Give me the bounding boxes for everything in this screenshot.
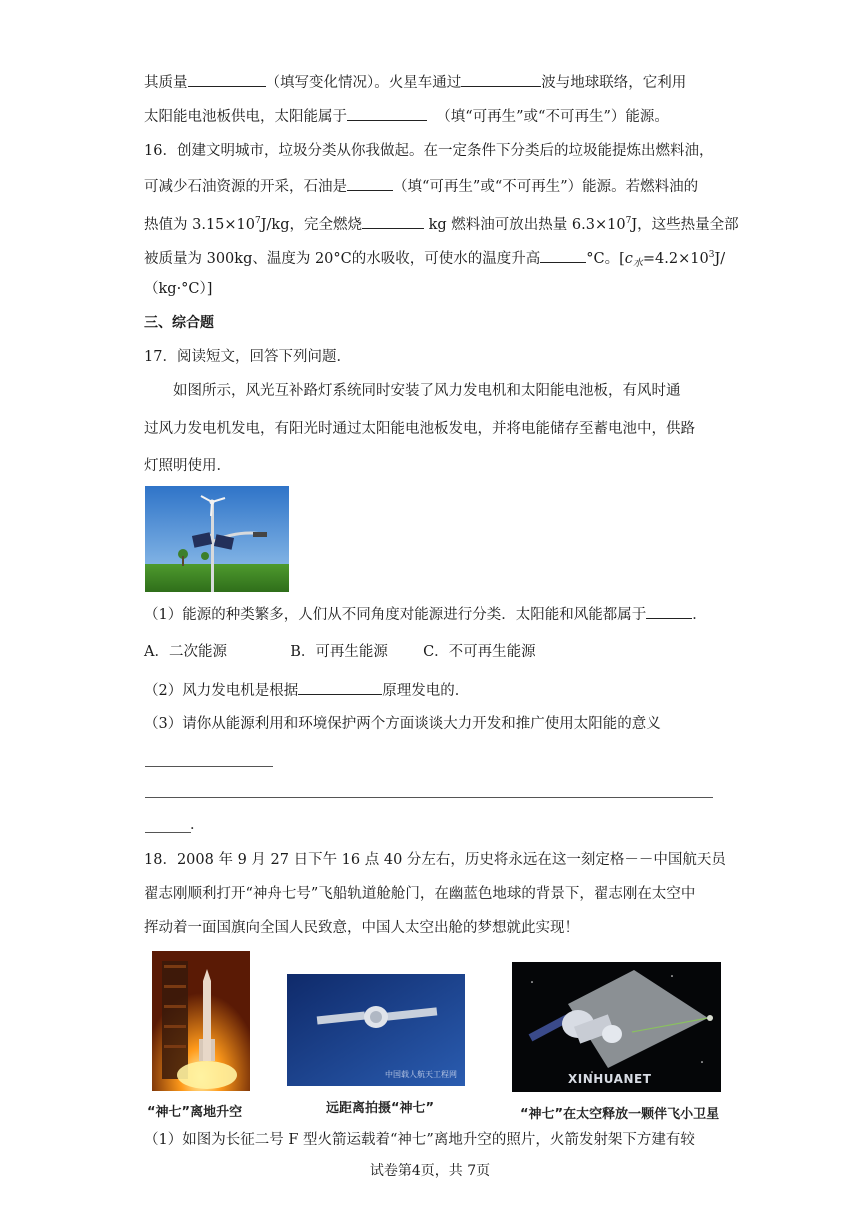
photo-watermark: 中国载人航天工程网	[385, 1070, 457, 1079]
q15-line2	[144, 106, 669, 127]
q15-line1	[144, 72, 686, 93]
q16-line4	[144, 245, 725, 274]
q15-text: （填“可再生”或“不可再生”）能源。	[436, 109, 669, 125]
exponent: 3	[708, 250, 715, 260]
q16-text: 被质量为 300kg、温度为 20°C的水吸收，可使水的温度升高	[144, 251, 541, 267]
q18-sub1	[144, 1130, 695, 1150]
answer-blank	[646, 604, 692, 619]
q18-text: 挥动着一面国旗向全国人民致意，中国人太空出舱的梦想就此实现！	[144, 920, 579, 936]
wind-solar-streetlight-photo	[145, 486, 289, 592]
answer-blank	[362, 214, 424, 229]
q16-line3	[144, 211, 739, 235]
option-a: A．二次能源	[144, 644, 227, 660]
q17-text: （3）请你从能源利用和环境保护两个方面谈谈大力开发和推广使用太阳能的意义	[144, 716, 661, 732]
answer-line	[145, 797, 713, 798]
q17-text: 17．阅读短文，回答下列问题．	[144, 349, 351, 365]
photo-caption: 远距离拍摄“神七”	[326, 1101, 435, 1116]
answer-line	[145, 766, 273, 767]
q17-text: 过风力发电机发电，有阳光时通过太阳能电池板发电，并将电能储存至蓄电池中，供路	[144, 421, 695, 437]
photo-watermark: XINHUANET	[568, 1072, 652, 1086]
q16-text: 可减少石油资源的开采，石油是	[144, 179, 347, 195]
symbol-c: c	[624, 251, 633, 267]
subscript: 水	[632, 258, 643, 269]
q16-text: °C。[	[586, 251, 625, 267]
answer-blank	[347, 106, 427, 121]
answer-line	[145, 832, 191, 833]
q16-text: （kg·°C）]	[144, 281, 213, 297]
q17-text: （2）风力发电机是根据	[144, 683, 299, 699]
q17-text: ．	[190, 817, 205, 833]
q17-sub3-end	[190, 815, 205, 835]
q15-text: 太阳能电池板供电，太阳能属于	[144, 109, 347, 125]
q16-text: 热值为 3.15×10	[144, 217, 255, 233]
q18-line2	[144, 884, 695, 904]
q18-text: 翟志刚顺利打开“神舟七号”飞船轨道舱舱门，在幽蓝色地球的背景下，翟志刚在太空中	[144, 886, 696, 902]
q16-text: kg 燃料油可放出热量 6.3×10	[428, 217, 626, 233]
rocket-launch-photo	[152, 951, 250, 1091]
q18-text: 18．2008 年 9 月 27 日下午 16 点 40 分左右，历史将永远在这一刻定格－－中国航天员	[144, 852, 726, 868]
q16-line5	[144, 279, 212, 299]
q15-text: （填写变化情况）。火星车通过	[265, 75, 462, 91]
q16-line1	[144, 141, 713, 161]
section-title	[144, 313, 214, 333]
q17-sub3	[144, 714, 661, 734]
q17-para-line2	[144, 419, 695, 439]
q17-text: 灯照明使用．	[144, 458, 231, 474]
exponent: 7	[625, 216, 632, 226]
q18-text: （1）如图为长征二号 F 型火箭运载着“神七”离地升空的照片，火箭发射架下方建有较	[144, 1132, 695, 1148]
q16-line2	[144, 176, 698, 197]
q18-line3	[144, 918, 579, 938]
q16-text: （填“可再生”或“不可再生”）能源。若燃料油的	[393, 179, 699, 195]
answer-blank	[347, 176, 393, 191]
answer-blank	[298, 680, 382, 695]
q17-sub1	[144, 604, 707, 625]
q17-intro	[144, 347, 351, 367]
shenzhou7-distant-photo	[287, 974, 465, 1086]
q17-para-line3	[144, 456, 231, 476]
q17-text: 原理发电的．	[382, 683, 470, 699]
photo-caption: “神七”离地升空	[147, 1105, 243, 1120]
q16-text: J，这些热量全部	[631, 217, 739, 233]
answer-blank	[188, 72, 266, 87]
section-title-text: 三、综合题	[144, 315, 214, 331]
q17-options	[144, 642, 536, 662]
exponent: 7	[255, 216, 261, 226]
photo-caption: “神七”在太空释放一颗伴飞小卫星	[520, 1107, 720, 1122]
q17-text: 如图所示，风光互补路灯系统同时安装了风力发电机和太阳能电池板，有风时通	[173, 383, 681, 399]
q16-text: =4.2×10	[642, 251, 709, 267]
satellite-release-photo	[512, 962, 721, 1092]
option-b: B．可再生能源	[290, 644, 388, 660]
q16-text: 16．创建文明城市，垃圾分类从你我做起。在一定条件下分类后的垃圾能提炼出燃料油，	[144, 143, 714, 159]
q17-para-line1	[173, 381, 681, 401]
q15-text: 波与地球联络，它利用	[541, 75, 687, 91]
q18-line1	[144, 850, 726, 870]
q16-text: J/kg，完全燃烧	[260, 217, 363, 233]
answer-blank	[540, 248, 586, 263]
q15-text: 其质量	[144, 75, 188, 91]
page-footer: 试卷第4页，共 7页	[369, 1163, 491, 1179]
option-c: C．不可再生能源	[423, 644, 536, 660]
q17-text: ．	[692, 607, 707, 623]
q17-text: （1）能源的种类繁多，人们从不同角度对能源进行分类．太阳能和风能都属于	[144, 607, 647, 623]
q17-sub2	[144, 680, 469, 701]
answer-blank	[461, 72, 541, 87]
q16-text: J/	[714, 251, 726, 267]
